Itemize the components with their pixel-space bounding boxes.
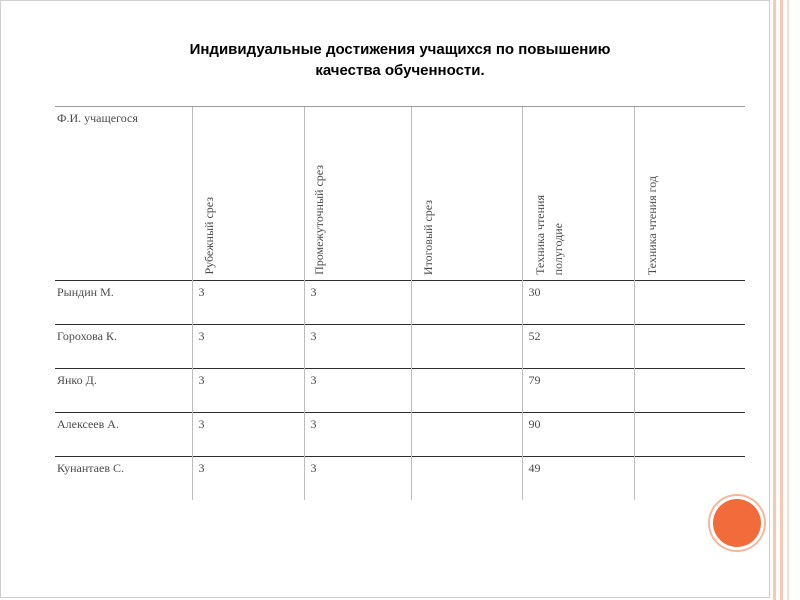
slide-title-line-1: Индивидуальные достижения учащихся по повышению [189, 41, 611, 58]
cell-student-name: Горохова К. [55, 325, 192, 369]
header-reading-half-year-line1: Техника чтения [532, 195, 547, 275]
header-reading-year [634, 107, 745, 281]
cell-reading-half-year: 30 [522, 281, 634, 325]
cell-student-name: Янко Д. [55, 369, 192, 413]
cell-reading-year [634, 457, 745, 501]
cell-reading-half-year: 49 [522, 457, 634, 501]
cell-intermediate: 3 [304, 457, 411, 501]
cell-reading-year [634, 281, 745, 325]
achievements-table [55, 106, 745, 500]
cell-final [411, 281, 522, 325]
decor-circle [713, 499, 761, 547]
table-row [55, 413, 745, 457]
cell-final [411, 457, 522, 501]
cell-reading-half-year: 52 [522, 325, 634, 369]
cell-reading-year [634, 325, 745, 369]
cell-reading-year [634, 369, 745, 413]
cell-milestone: 3 [192, 281, 304, 325]
decor-bar [773, 0, 776, 600]
cell-student-name: Рындин М. [55, 281, 192, 325]
cell-final [411, 413, 522, 457]
slide-title [100, 39, 700, 81]
header-reading-half-year-line2: полугодие [550, 222, 565, 275]
table-header-row [55, 107, 745, 281]
cell-milestone: 3 [192, 413, 304, 457]
cell-final [411, 369, 522, 413]
cell-final [411, 325, 522, 369]
cell-student-name: Кунантаев С. [55, 457, 192, 501]
cell-intermediate: 3 [304, 325, 411, 369]
header-milestone-test-label: Рубежный срез [201, 197, 216, 275]
cell-intermediate: 3 [304, 413, 411, 457]
cell-reading-year [634, 413, 745, 457]
table-row [55, 369, 745, 413]
cell-intermediate: 3 [304, 281, 411, 325]
header-reading-half-year [522, 107, 634, 281]
cell-reading-half-year: 90 [522, 413, 634, 457]
header-final-test-label: Итоговый срез [420, 199, 435, 275]
header-final-test [411, 107, 522, 281]
decor-bar [780, 0, 783, 600]
table-row [55, 281, 745, 325]
table-row [55, 457, 745, 501]
header-intermediate-test-label: Промежуточный срез [311, 165, 326, 275]
cell-milestone: 3 [192, 369, 304, 413]
decor-bar [787, 0, 789, 600]
cell-milestone: 3 [192, 457, 304, 501]
header-milestone-test [192, 107, 304, 281]
cell-reading-half-year: 79 [522, 369, 634, 413]
table-row [55, 325, 745, 369]
slide-title-line-2: качества обученности. [315, 62, 485, 79]
cell-student-name: Алексеев А. [55, 413, 192, 457]
cell-milestone: 3 [192, 325, 304, 369]
header-intermediate-test [304, 107, 411, 281]
header-reading-year-label: Техника чтения год [644, 175, 659, 275]
header-student-name: Ф.И. учащегося [55, 107, 192, 281]
cell-intermediate: 3 [304, 369, 411, 413]
